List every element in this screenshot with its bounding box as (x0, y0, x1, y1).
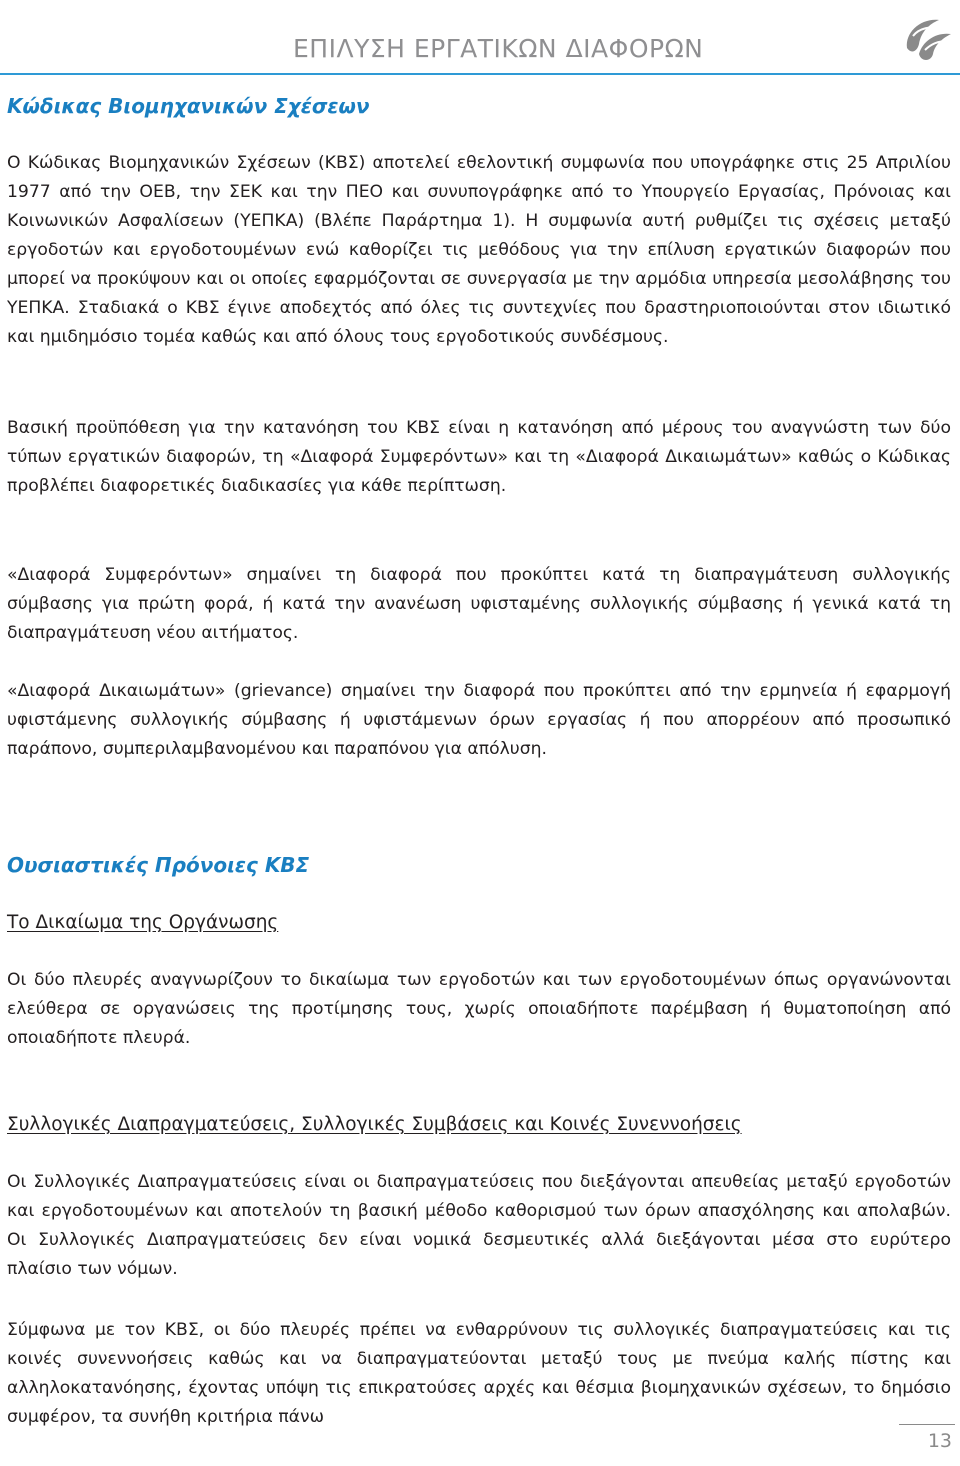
page-number: 13 (927, 1430, 952, 1452)
header-rule (0, 73, 960, 75)
header-title: ΕΠΙΛΥΣΗ ΕΡΓΑΤΙΚΩΝ ΔΙΑΦΟΡΩΝ (293, 34, 704, 63)
paragraph-prerequisite: Βασική προϋπόθεση για την κατανόηση του ΚΒΣ είναι η κατανόηση από μέρους του αναγνώστη των δύο τύπων εργατικών διαφορών, τη «Διαφορά Συμφερόντων» και τη «Διαφορά Δικαιωμάτων» καθώς ο Κώδικας προβλέπει διαφορετικές διαδικασίες για κάθε περίπτωση. (7, 418, 951, 496)
paragraph-right-to-organise: Οι δύο πλευρές αναγνωρίζουν το δικαίωμα των εργοδοτών και των εργοδοτουμένων όπως οργανώνονται ελεύθερα σε οργανώσεις της προτίμησης τους, χωρίς οποιαδήποτε παρέμβαση ή θυματοποίηση από οποιαδήποτε πλευρά. (7, 970, 951, 1048)
subheading-right-to-organise: Το Δικαίωμα της Οργάνωσης (7, 912, 279, 933)
paragraph-interest-dispute: «Διαφορά Συμφερόντων» σημαίνει τη διαφορά που προκύπτει κατά τη διαπραγμάτευση συλλογικής σύμβασης για πρώτη φορά, ή κατά την ανανέωση υφισταμένης συλλογικής σύμβασης ή γενικά κατά τη διαπραγμάτευση νέου αιτήματος. (7, 565, 951, 643)
section-title-code: Κώδικας Βιομηχανικών Σχέσεων (7, 94, 370, 118)
footer-rule (899, 1424, 955, 1425)
section-title-provisions: Ουσιαστικές Πρόνοιες ΚΒΣ (7, 853, 310, 877)
paragraph-intro: Ο Κώδικας Βιομηχανικών Σχέσεων (ΚΒΣ) αποτελεί εθελοντική συμφωνία που υπογράφηκε στις 25 Απριλίου 1977 από την ΟΕΒ, την ΣΕΚ και την ΠΕΟ και συνυπογράφηκε από το Υπουργείο Εργασίας, Πρόνοιας και Κοινωνικών Ασφαλίσεων (ΥΕΠΚΑ) (Βλέπε Παράρτημα 1). Η συμφωνία αυτή ρυθμίζει τις σχέσεις μεταξύ εργοδοτών και εργοδοτουμένων ενώ καθορίζει τις μεθόδους για την επίλυση εργατικών διαφορών που μπορεί να προκύψουν και οι οποίες εφαρμόζονται σε συνεργασία με την αρμόδια υπηρεσία μεσολάβησης του ΥΕΠΚΑ. Σταδιακά ο ΚΒΣ έγινε αποδεχτός από όλες τις συντεχνίες που δραστηριοποιούνται στον ιδιωτικό και ημιδημόσιο τομέα καθώς και από όλους τους εργοδοτικούς συνδέσμους. (7, 153, 951, 347)
paragraph-kbs-encouragement: Σύμφωνα με τον ΚΒΣ, οι δύο πλευρές πρέπει να ενθαρρύνουν τις συλλογικές διαπραγματεύσεις και τις κοινές συνεννοήσεις καθώς και να διαπραγματεύονται μεταξύ τους με πνεύμα καλής πίστης και αλληλοκατανόησης, έχοντας υπόψη τις επικρατούσες αρχές και θέσμια βιομηχανικών σχέσεων, το δημόσιο συμφέρον, τα συνήθη κριτήρια πάνω (7, 1320, 951, 1427)
paragraph-collective-bargaining: Οι Συλλογικές Διαπραγματεύσεις είναι οι διαπραγματεύσεις που διεξάγονται απευθείας μεταξύ εργοδοτών και εργοδοτουμένων και αποτελούν τη βασική μέθοδο καθορισμού των όρων απασχόλησης και απολαβών. Οι Συλλογικές Διαπραγματεύσεις δεν είναι νομικά δεσμευτικές αλλά διεξάγονται μέσα στο ευρύτερο πλαίσιο των νόμων. (7, 1172, 951, 1279)
paragraph-rights-dispute: «Διαφορά Δικαιωμάτων» (grievance) σημαίνει την διαφορά που προκύπτει από την ερμηνεία ή εφαρμογή υφιστάμενης συλλογικής σύμβασης ή υφιστάμενων όρων εργασίας ή που απορρέουν από προσωπικό παράπονο, συμπεριλαμβανομένου και παραπόνου για απόλυση. (7, 681, 951, 759)
subheading-collective-bargaining: Συλλογικές Διαπραγματεύσεις, Συλλογικές Συμβάσεις και Κοινές Συνεννοήσεις (7, 1114, 742, 1135)
leaf-logo-icon (899, 14, 955, 66)
